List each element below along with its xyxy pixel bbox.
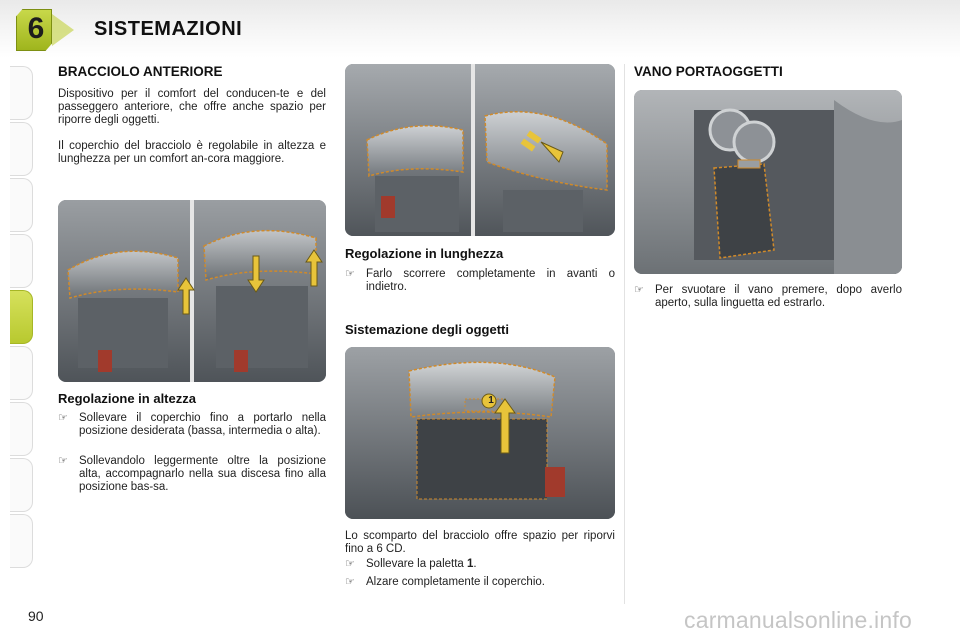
storage-bullet-1-bold: 1 [467,558,474,570]
chapter-tab-6-active[interactable] [10,290,33,344]
storage-bullet-1 [345,558,615,571]
chapter-tab-4[interactable] [10,234,33,288]
height-adjust-title: Regolazione in altezza [58,391,196,406]
bullet-hand-icon: ☞ [345,268,355,280]
chapter-tab-10[interactable] [10,514,33,568]
chapter-tab-3[interactable] [10,178,33,232]
chapter-arrow-icon [52,14,74,46]
armrest-intro-2: Il coperchio del bracciolo è regolabile in altezza e lunghezza per un comfort an-cora maggiore. [58,140,326,165]
height-bullet-2-text: Sollevandolo leggermente oltre la posizione alta, accompagnarlo nella sua discesa fino alla posizione bas-sa. [79,455,326,493]
armrest-length-photo [345,64,615,236]
storage-bin-photo [634,90,902,274]
bullet-hand-icon: ☞ [58,412,68,424]
storage-bullet-2-text: Alzare completamente il coperchio. [366,576,545,588]
callout-1: 1 [488,395,494,406]
height-bullet-2 [58,455,326,494]
chapter-tab-9[interactable] [10,458,33,512]
bullet-hand-icon: ☞ [345,558,355,570]
length-adjust-title: Regolazione in lunghezza [345,246,504,261]
armrest-storage-photo [345,347,615,519]
column-divider [624,64,625,604]
chapter-number: 6 [27,12,45,45]
bullet-hand-icon: ☞ [634,284,644,296]
armrest-height-photo [58,200,326,382]
storage-bullet-1-text: Sollevare la paletta [366,558,468,570]
storage-bullet-2 [345,576,615,589]
section-title-glovebox: VANO PORTAOGGETTI [634,64,783,79]
height-bullet-1-text: Sollevare il coperchio fino a portarlo nella posizione desiderata (bassa, intermedia o alta). [79,412,326,437]
chapter-tabs [0,58,36,578]
chapter-tab-7[interactable] [10,346,33,400]
chapter-title: SISTEMAZIONI [94,18,243,40]
storage-text: Lo scomparto del bracciolo offre spazio per riporvi fino a 6 CD. [345,530,615,555]
length-bullet-1 [345,268,615,294]
storage-title: Sistemazione degli oggetti [345,322,509,337]
chapter-tab-1[interactable] [10,66,33,120]
watermark: carmanualsonline.info [684,607,912,633]
chapter-tab-8[interactable] [10,402,33,456]
bullet-hand-icon: ☞ [345,576,355,588]
chapter-tab-2[interactable] [10,122,33,176]
bullet-hand-icon: ☞ [58,455,68,467]
armrest-intro: Dispositivo per il comfort del conducen-te e del passeggero anteriore, che offre anche spazio per riporre degli oggetti. [58,88,326,126]
glovebox-bullet-1-text: Per svuotare il vano premere, dopo averlo aperto, sulla linguetta ed estrarlo. [655,284,902,309]
height-bullet-1 [58,412,326,438]
length-bullet-1-text: Farlo scorrere completamente in avanti o indietro. [366,268,615,293]
glovebox-bullet-1 [634,284,902,310]
storage-bullet-1-suffix: . [473,558,477,570]
page-number: 90 [28,608,44,624]
section-title-armrest: BRACCIOLO ANTERIORE [58,64,223,79]
